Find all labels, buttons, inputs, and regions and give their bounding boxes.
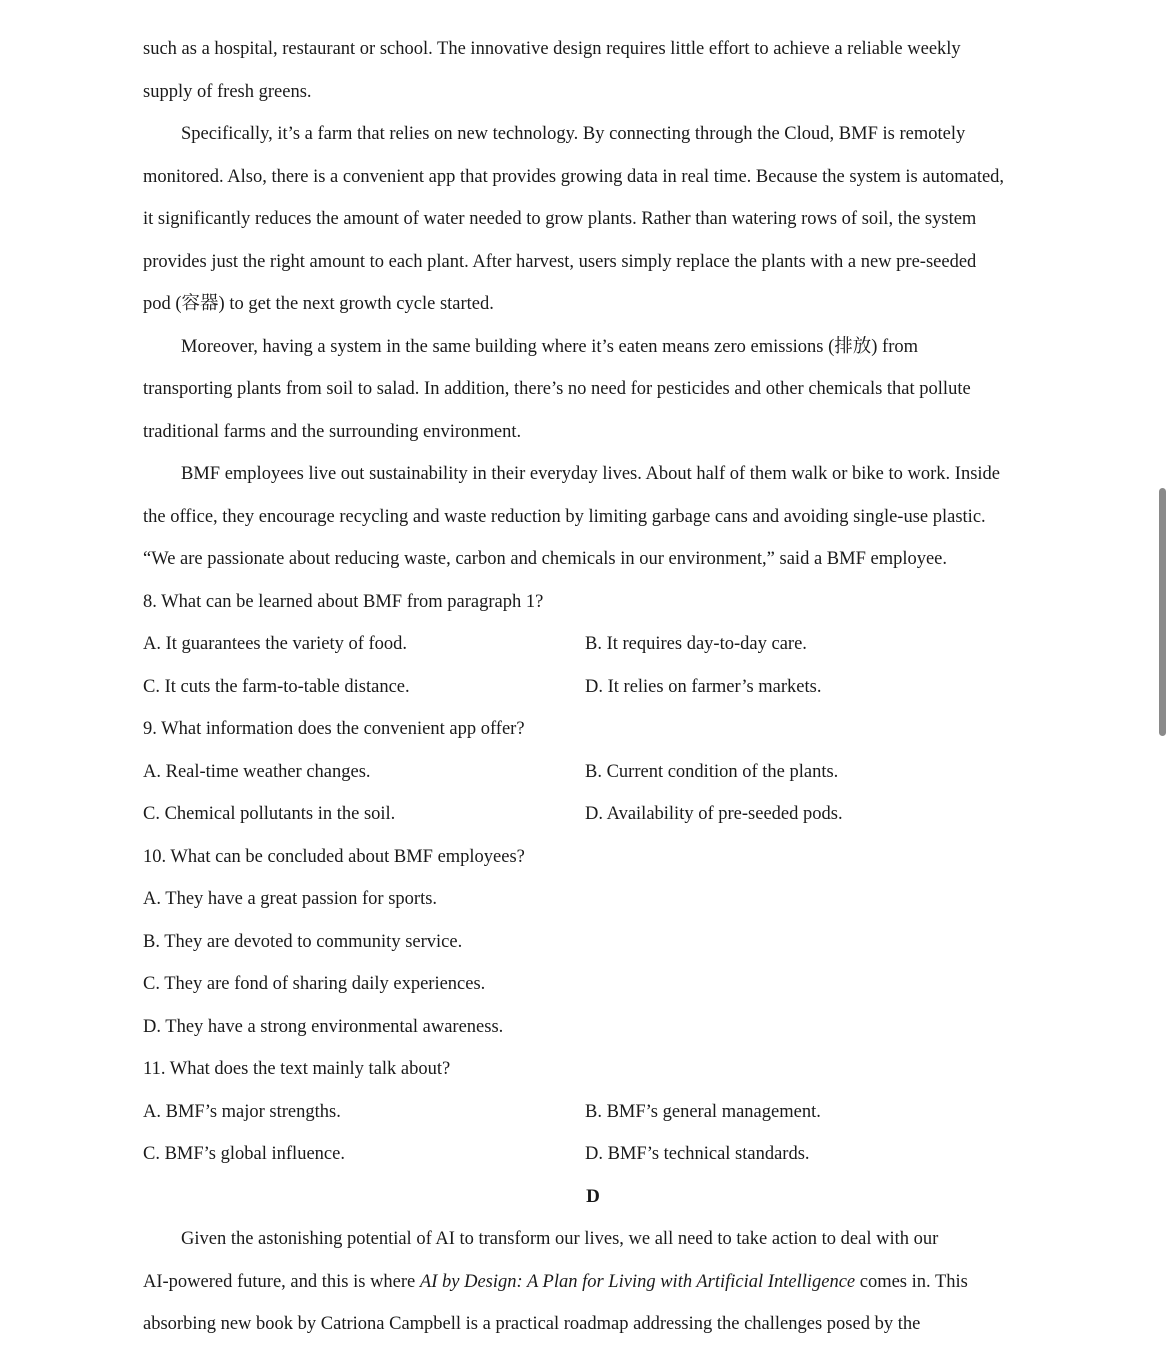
passage-line: “We are passionate about reducing waste, carbon and chemicals in our environment,” said a BMF employee. <box>143 549 948 569</box>
option-c: C. BMF’s global influence. <box>143 1144 345 1164</box>
passage-line: supply of fresh greens. <box>143 81 312 102</box>
passage-line: monitored. Also, there is a convenient app that provides growing data in real time. Because the system is automated, <box>143 166 1005 187</box>
book-title: AI by Design: A Plan for Living with Artificial Intelligence <box>419 1271 856 1292</box>
passage-line: transporting plants from soil to salad. In addition, there’s no need for pesticides and other chemicals that pollute <box>143 379 971 399</box>
option-d: D. They have a strong environmental awareness. <box>143 1016 504 1037</box>
option-d: D. Availability of pre-seeded pods. <box>585 804 843 824</box>
option-a: A. BMF’s major strengths. <box>143 1101 341 1122</box>
question-11-stem: 11. What does the text mainly talk about? <box>143 1059 451 1079</box>
option-b: B. It requires day-to-day care. <box>585 634 807 654</box>
text-segment: comes in. This <box>855 1271 968 1292</box>
question-8-stem: 8. What can be learned about BMF from paragraph 1? <box>143 591 544 612</box>
question-10-stem: 10. What can be concluded about BMF employees? <box>143 846 525 867</box>
passage-line: Specifically, it’s a farm that relies on new technology. By connecting through the Cloud, BMF is remotely <box>181 124 966 144</box>
section-d-title: D <box>586 1185 600 1207</box>
question-11-options-row <box>143 1133 1043 1176</box>
question-8-options-row <box>143 666 1043 709</box>
passage-line: Moreover, having a system in the same building where it’s eaten means zero emissions (排放) from <box>181 336 919 357</box>
option-a: A. They have a great passion for sports. <box>143 889 438 909</box>
question-9-stem: 9. What information does the convenient app offer? <box>143 719 525 739</box>
text-segment: AI-powered future, and this is where <box>143 1271 420 1292</box>
passage-line: traditional farms and the surrounding environment. <box>143 421 522 442</box>
passage-line: the office, they encourage recycling and waste reduction by limiting garbage cans and avoiding single-use plastic. <box>143 506 986 527</box>
option-b: B. BMF’s general management. <box>585 1101 821 1122</box>
question-11-options-row <box>143 1091 1043 1134</box>
option-c: C. It cuts the farm-to-table distance. <box>143 676 410 697</box>
question-9-options-row <box>143 751 1043 794</box>
option-a: A. It guarantees the variety of food. <box>143 634 408 654</box>
passage-line: BMF employees live out sustainability in their everyday lives. About half of them walk or bike to work. Inside <box>181 464 1000 484</box>
passage-line: provides just the right amount to each plant. After harvest, users simply replace the plants with a new pre-seeded <box>143 251 977 272</box>
option-d: D. It relies on farmer’s markets. <box>585 676 822 697</box>
option-a: A. Real-time weather changes. <box>143 761 371 782</box>
question-9-options-row <box>143 793 1043 836</box>
option-d: D. BMF’s technical standards. <box>585 1144 810 1164</box>
passage-line: it significantly reduces the amount of water needed to grow plants. Rather than watering rows of soil, the system <box>143 209 977 229</box>
passage-line: such as a hospital, restaurant or school. The innovative design requires little effort to achieve a reliable weekly <box>143 39 961 59</box>
option-c: C. They are fond of sharing daily experiences. <box>143 974 486 994</box>
document-page <box>143 28 1043 1346</box>
option-b: B. Current condition of the plants. <box>585 761 839 782</box>
passage-line: absorbing new book by Catriona Campbell is a practical roadmap addressing the challenges posed by the <box>143 1314 921 1334</box>
passage-line: Given the astonishing potential of AI to transform our lives, we all need to take action to deal with our <box>181 1229 939 1249</box>
vertical-scrollbar-thumb[interactable] <box>1159 488 1166 736</box>
question-8-options-row <box>143 623 1043 666</box>
option-c: C. Chemical pollutants in the soil. <box>143 804 396 824</box>
passage-line <box>143 1261 1043 1304</box>
passage-line: pod (容器) to get the next growth cycle started. <box>143 294 494 314</box>
option-b: B. They are devoted to community service. <box>143 931 463 952</box>
